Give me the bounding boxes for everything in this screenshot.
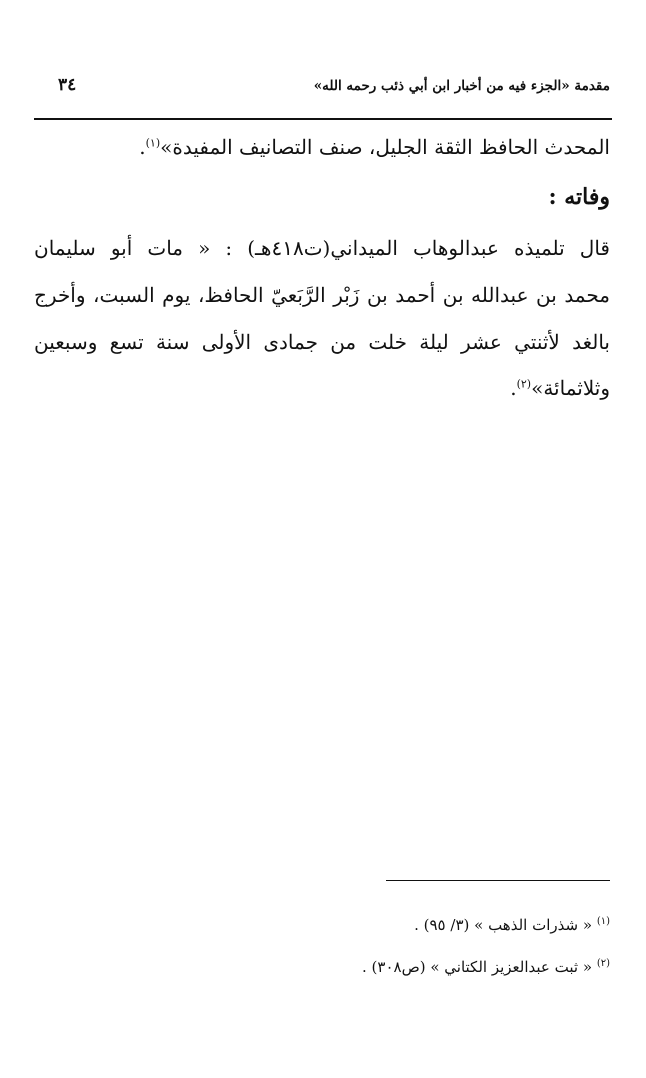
- footnote-text-1: « شذرات الذهب » (٣/ ٩٥) .: [414, 916, 593, 934]
- body-line-1-end: .: [139, 135, 146, 159]
- paragraph-line-4-text: وثلاثمائة»: [531, 376, 610, 400]
- body-line-1: [139, 135, 610, 159]
- body-line-1-text: المحدث الحافظ الثقة الجليل، صنف التصانيف المفيدة»: [160, 135, 610, 159]
- section-heading: وفاته :: [548, 184, 610, 210]
- footnote-marker-1: (١): [596, 916, 610, 927]
- paragraph-line-2: محمد بن عبدالله بن أحمد بن زَبْر الرَّبَعيّ الحافظ، يوم السبت، وأخرج: [34, 283, 610, 307]
- footnote-ref-1[interactable]: (١): [145, 136, 161, 150]
- paragraph-line-1: قال تلميذه عبدالوهاب الميداني(ت٤١٨هـ) : « مات أبو سليمان: [34, 236, 610, 260]
- paragraph-line-3: بالغد لأثنتي عشر ليلة خلت من جمادى الأولى سنة تسع وسبعين: [34, 330, 610, 354]
- paragraph-line-4-end: .: [510, 376, 517, 400]
- footnote-rule: [386, 880, 610, 881]
- footnote-2: [362, 958, 610, 976]
- footnote-1: [414, 916, 610, 934]
- page-number: ٣٤: [58, 75, 77, 95]
- footnote-text-2: « ثبت عبدالعزيز الكتاني » (ص٣٠٨) .: [362, 958, 593, 976]
- footnote-ref-2[interactable]: (٢): [516, 377, 532, 391]
- footnote-marker-2: (٢): [596, 958, 610, 969]
- header-rule: [34, 118, 612, 120]
- running-title: مقدمة «الجزء فيه من أخبار ابن أبي ذئب رحمه الله»: [313, 78, 610, 94]
- running-header: [36, 75, 610, 100]
- paragraph-line-4: [510, 376, 610, 400]
